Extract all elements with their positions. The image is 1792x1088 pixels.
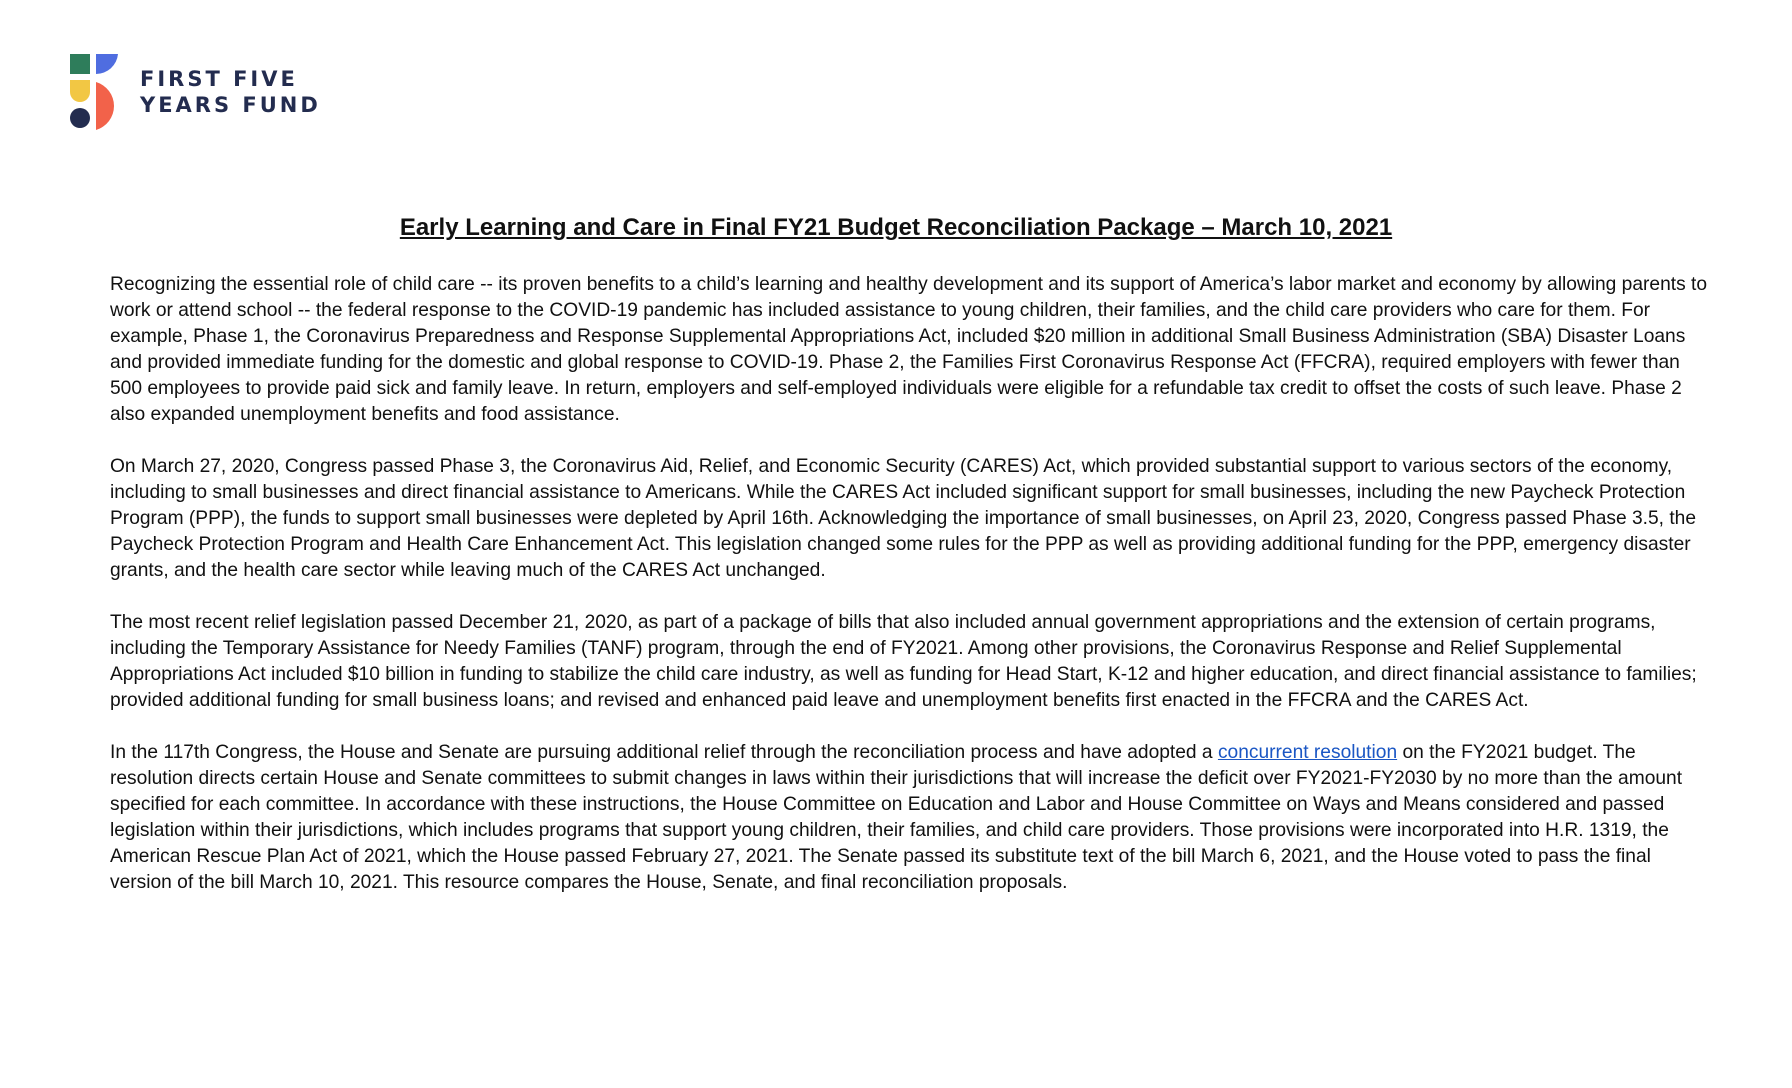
paragraph-4 — [110, 740, 1710, 896]
paragraph-1: Recognizing the essential role of child care -- its proven benefits to a child’s learning and healthy development and its support of America’s labor market and economy by allowing parents to work or attend school -- the federal response to the COVID-19 pandemic has included assistance to young children, their families, and the child care providers who care for them. For example, Phase 1, the Coronavirus Preparedness and Response Supplemental Appropriations Act, included $20 million in additional Small Business Administration (SBA) Disaster Loans and provided immediate funding for the domestic and global response to COVID-19. Phase 2, the Families First Coronavirus Response Act (FFCRA), required employers with fewer than 500 employees to provide paid sick and family leave. In return, employers and self-employed individuals were eligible for a refundable tax credit to offset the costs of such leave. Phase 2 also expanded unemployment benefits and food assistance. — [110, 274, 1708, 425]
logo-mark-icon — [70, 54, 122, 130]
concurrent-resolution-link[interactable]: concurrent resolution — [1217, 742, 1398, 763]
logo-line-2: YEARS FUND — [140, 93, 321, 117]
logo-line-1: FIRST FIVE — [140, 67, 298, 91]
paragraph-4-before-link: In the 117th Congress, the House and Senate are pursuing additional relief through the reconciliation process and have adopted a — [110, 742, 1218, 763]
first-five-years-fund-logo — [70, 54, 321, 130]
paragraph-3: The most recent relief legislation passed December 21, 2020, as part of a package of bills that also included annual government appropriations and the extension of certain programs, including the Temporary Assistance for Needy Families (TANF) program, through the end of FY2021. Among other provisions, the Coronavirus Response and Relief Supplemental Appropriations Act included $10 billion in funding to stabilize the child care industry, as well as funding for Head Start, K-12 and higher education, and direct financial assistance to families; provided additional funding for small business loans; and revised and enhanced paid leave and unemployment benefits first enacted in the FFCRA and the CARES Act. — [110, 612, 1697, 711]
document-body — [110, 272, 1710, 922]
page-title: Early Learning and Care in Final FY21 Budget Reconciliation Package – March 10, 2021 — [399, 214, 1393, 241]
paragraph-4-after-link: on the FY2021 budget. The resolution directs certain House and Senate committees to submit changes in laws within their jurisdictions that will increase the deficit over FY2021-FY2030 by no more than the amount specified for each committee. In accordance with these instructions, the House Committee on Education and Labor and House Committee on Ways and Means considered and passed legislation within their jurisdictions, which includes programs that support young children, their families, and child care providers. Those provisions were incorporated into H.R. 1319, the American Rescue Plan Act of 2021, which the House passed February 27, 2021. The Senate passed its substitute text of the bill March 6, 2021, and the House voted to pass the final version of the bill March 10, 2021. This resource compares the House, Senate, and final reconciliation proposals. — [110, 742, 1683, 893]
logo-text — [140, 66, 321, 118]
paragraph-2: On March 27, 2020, Congress passed Phase 3, the Coronavirus Aid, Relief, and Economic Security (CARES) Act, which provided substantial support to various sectors of the economy, including to small businesses and direct financial assistance to Americans. While the CARES Act included significant support for small businesses, including the new Paycheck Protection Program (PPP), the funds to support small businesses were depleted by April 16th. Acknowledging the importance of small businesses, on April 23, 2020, Congress passed Phase 3.5, the Paycheck Protection Program and Health Care Enhancement Act. This legislation changed some rules for the PPP as well as providing additional funding for the PPP, emergency disaster grants, and the health care sector while leaving much of the CARES Act unchanged. — [110, 456, 1696, 581]
